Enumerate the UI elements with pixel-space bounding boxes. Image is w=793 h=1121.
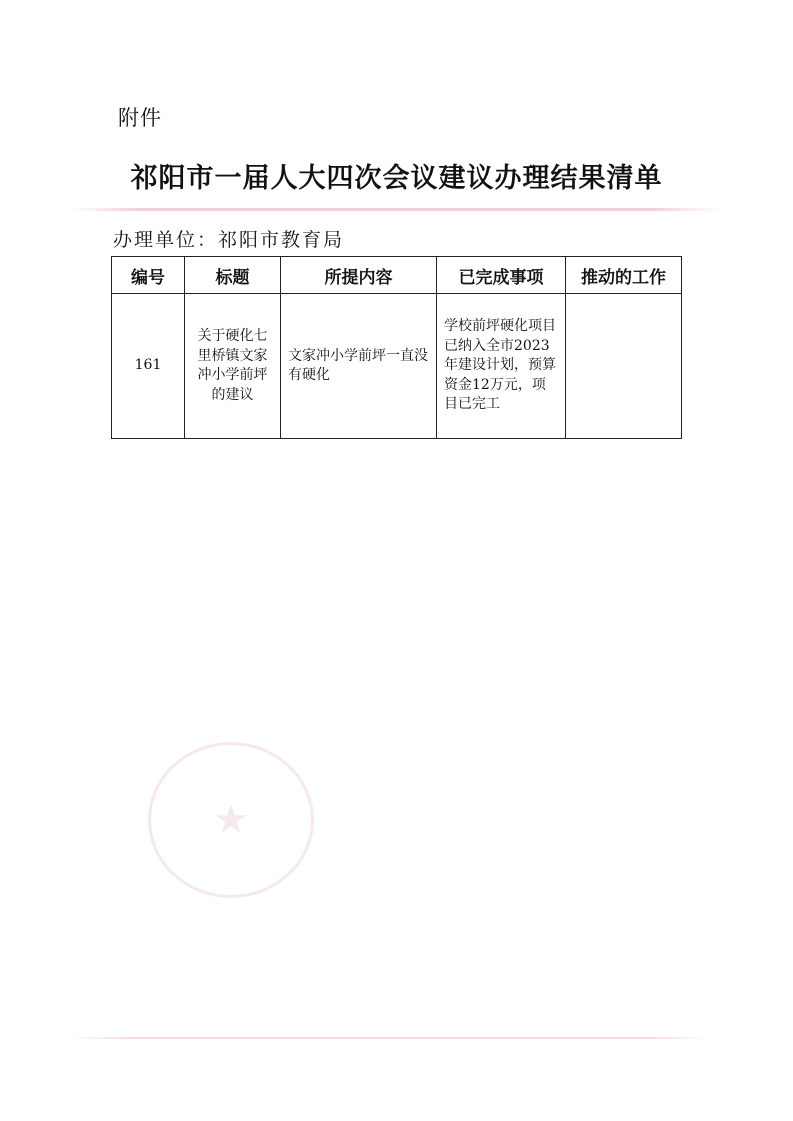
attachment-label: 附件 <box>118 106 162 130</box>
cell-title: 关于硬化七里桥镇文家冲小学前坪的建议 <box>185 294 281 439</box>
faded-seal-stamp <box>148 742 314 898</box>
cell-number: 161 <box>112 294 185 439</box>
document-title: 祁阳市一届人大四次会议建议办理结果清单 <box>130 163 663 194</box>
header-completed: 已完成事项 <box>437 257 566 294</box>
cell-content: 文家冲小学前坪一直没有硬化 <box>281 294 437 439</box>
table-row <box>112 294 682 439</box>
cell-completed: 学校前坪硬化项目已纳入全市2023年建设计划，预算资金12万元，项目已完工 <box>437 294 566 439</box>
header-divider <box>70 208 720 211</box>
header-follow-up: 推动的工作 <box>566 257 682 294</box>
seal-star-icon: ★ <box>213 797 249 843</box>
header-title: 标题 <box>185 257 281 294</box>
result-table <box>111 256 682 439</box>
header-content: 所提内容 <box>281 257 437 294</box>
cell-follow-up <box>566 294 682 439</box>
table-header-row <box>112 257 682 294</box>
header-number: 编号 <box>112 257 185 294</box>
footer-divider <box>70 1037 710 1039</box>
handling-unit-label: 办理单位：祁阳市教育局 <box>113 229 345 251</box>
